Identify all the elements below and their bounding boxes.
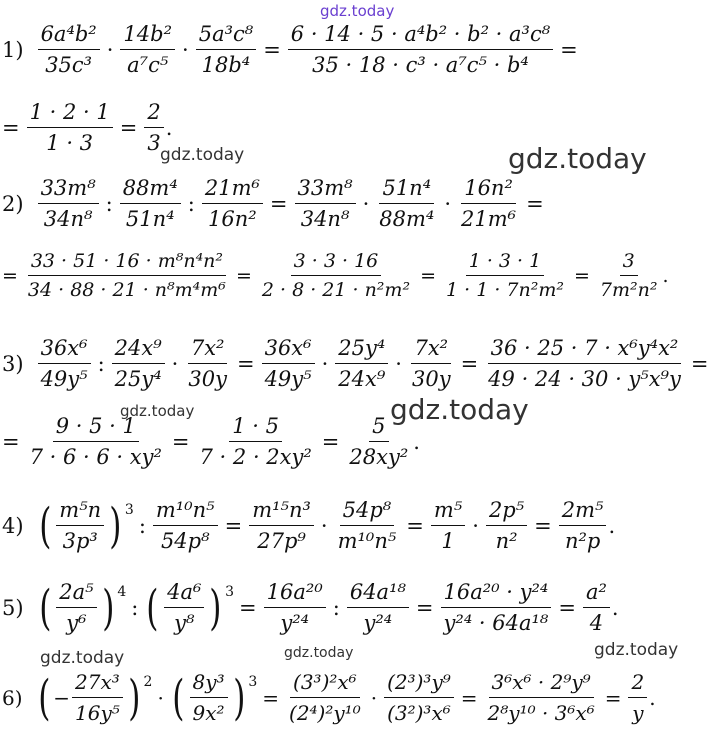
numerator: 54p⁸ xyxy=(340,498,395,526)
denominator: 49y⁵ xyxy=(40,367,88,391)
numerator: 33m⁸ xyxy=(295,176,356,204)
numerator: 3⁶x⁶ · 2⁹y⁹ xyxy=(489,670,594,698)
fraction xyxy=(164,580,204,635)
numerator: 5a³c⁸ xyxy=(196,22,256,50)
numerator: (3³)²x⁶ xyxy=(290,670,360,698)
denominator: 21m⁶ xyxy=(461,207,517,231)
problem-number: 5) xyxy=(2,595,24,620)
denominator: 24x⁹ xyxy=(338,367,386,391)
denominator: 35c³ xyxy=(45,53,93,77)
numerator: 2 xyxy=(628,670,647,698)
fraction xyxy=(441,580,552,635)
fraction xyxy=(431,498,465,553)
denominator: 4 xyxy=(589,611,604,635)
denominator: a⁷c⁵ xyxy=(127,53,169,77)
fraction xyxy=(486,498,527,553)
denominator: 18b⁴ xyxy=(201,53,251,77)
denominator: n² xyxy=(495,529,518,553)
numerator: 6a⁴b² xyxy=(38,22,100,50)
fraction xyxy=(264,580,326,635)
denominator: y²⁴ · 64a¹⁸ xyxy=(443,611,549,635)
fraction xyxy=(190,670,228,725)
numerator: 2p⁵ xyxy=(486,498,527,526)
denominator: 34n⁸ xyxy=(43,207,93,231)
denominator: 51n⁴ xyxy=(125,207,175,231)
fraction xyxy=(153,498,218,553)
problem-number: 2) xyxy=(2,191,24,216)
numerator: 16a²⁰ xyxy=(264,580,326,608)
denominator: (3²)³x⁶ xyxy=(387,701,451,725)
numerator: m⁵n xyxy=(56,498,104,526)
problem-1-line-2: = $\frac{1 \cdot 2 \cdot 1}{1 \cdot 3}$ = $\frac{2}{3}$ . xyxy=(2,100,173,155)
denominator: y⁸ xyxy=(174,611,195,635)
numerator: 33m⁸ xyxy=(38,176,99,204)
fraction xyxy=(335,336,388,391)
denominator: n²p xyxy=(564,529,601,553)
problem-2-line-1: 2) $\frac{\text{33m⁸}}{\text{34n⁸}}$ : $\frac{\text{88m⁴}}{\text{51n⁴}}$ : $\frac{\text{21m⁶}}{\text{16n²}}$ = $\frac{\text{33m⁸}}{\text{34n⁸}}$ · $\frac{\text{51n⁴}}{\text{88m⁴}}$ · $\frac{\text{16n²}}{\text{21m⁶}}$ = xyxy=(2,176,544,231)
fraction xyxy=(72,670,123,725)
numerator: 2 xyxy=(144,100,163,128)
denominator: 1 · 1 · 7n²m² xyxy=(445,279,564,301)
fraction xyxy=(120,22,175,77)
denominator: 7 · 2 · 2xy² xyxy=(199,445,312,469)
fraction xyxy=(384,670,454,725)
numerator: 25y⁴ xyxy=(335,336,388,364)
denominator: 25y⁴ xyxy=(114,367,162,391)
fraction xyxy=(56,498,104,553)
fraction xyxy=(347,580,409,635)
denominator: 1 · 3 xyxy=(46,131,94,155)
numerator: (2³)³y⁹ xyxy=(384,670,454,698)
numerator: 88m⁴ xyxy=(120,176,181,204)
numerator: 1 · 3 · 1 xyxy=(466,250,545,276)
numerator: m⁵ xyxy=(431,498,465,526)
denominator: 34n⁸ xyxy=(300,207,350,231)
numerator: 1 · 5 xyxy=(229,414,282,442)
numerator: 51n⁴ xyxy=(379,176,434,204)
fraction xyxy=(112,336,165,391)
numerator: 36 · 25 · 7 · x⁶y⁴x² xyxy=(488,336,682,364)
problem-3-line-1: 3) $\frac{\text{36x⁶}}{\text{49y⁵}}$ : $\frac{\text{24x⁹}}{\text{25y⁴}}$ · $\frac{\text{7x²}}{30y}$ = $\frac{\text{36x⁶}}{\text{49y⁵}}$ · $\frac{\text{25y⁴}}{\text{24x⁹}}$ · $\frac{\text{7x²}}{30y}$ = $\frac{\text{36 · 25 · 7 · x⁶y⁴x²}}{\text{49 · 24 · 30 · y⁵x⁹y}}$ = xyxy=(2,336,709,391)
fraction xyxy=(295,176,356,231)
fraction xyxy=(202,176,263,231)
problem-number: 4) xyxy=(2,513,24,538)
problem-4-line: 4) ( $\frac{\text{m⁵n}}{\text{3p³}}$ ) 3 : $\frac{\text{m¹⁰n⁵}}{\text{54p⁸}}$ = $\frac{\text{m¹⁵n³}}{\text{27p⁹}}$ · $\frac{\text{54p⁸}}{\text{m¹⁰n⁵}}$ = $\frac{\text{m⁵}}{1}$ · $\frac{\text{2p⁵}}{\text{n²}}$ = $\frac{\text{2m⁵}}{\text{n²p}}$ . xyxy=(2,497,616,554)
problem-number: 3) xyxy=(2,351,24,376)
fraction xyxy=(249,498,314,553)
numerator: 8y³ xyxy=(190,670,228,698)
fraction xyxy=(288,22,553,77)
denominator: y²⁴ xyxy=(363,611,393,635)
fraction xyxy=(262,336,315,391)
watermark: gdz.today xyxy=(594,640,679,660)
numerator: 3 · 3 · 16 xyxy=(291,250,382,276)
problem-2-line-2: = $\frac{\text{33 · 51 · 16 · m⁸n⁴n²}}{\text{34 · 88 · 21 · n⁸m⁴m⁶}}$ = $\frac{3 \cdot 3 \cdot 16}{\text{2 · 8 · 21 · n²m²}}$ = $\frac{1 \cdot 3 \cdot 1}{\text{1 · 1 · 7n²m²}}$ = $\frac{3}{\text{7m²n²}}$ . xyxy=(2,250,669,301)
fraction xyxy=(458,176,519,231)
fraction xyxy=(443,250,567,301)
numerator: 24x⁹ xyxy=(112,336,165,364)
numerator: 4a⁶ xyxy=(164,580,204,608)
exponent: 3 xyxy=(225,584,235,600)
watermark: gdz.today xyxy=(120,402,195,420)
problem-number: 6) xyxy=(2,685,23,710)
fraction xyxy=(38,22,100,77)
denominator: 35 · 18 · c³ · a⁷c⁵ · b⁴ xyxy=(312,53,529,77)
fraction xyxy=(346,414,411,469)
denominator: 3 xyxy=(147,131,161,155)
exponent: 3 xyxy=(124,502,134,518)
numerator: 33 · 51 · 16 · m⁸n⁴n² xyxy=(28,250,226,276)
numerator: m¹⁵n³ xyxy=(249,498,314,526)
denominator: 3p³ xyxy=(62,529,98,553)
fraction xyxy=(259,250,413,301)
numerator: 16n² xyxy=(461,176,516,204)
denominator: 9x² xyxy=(192,701,225,725)
denominator: 16y⁵ xyxy=(75,701,120,725)
numerator: a² xyxy=(583,580,610,608)
fraction xyxy=(628,670,647,725)
denominator: 30y xyxy=(188,367,227,391)
denominator: 88m⁴ xyxy=(379,207,435,231)
problem-1-line-1: 1) $\frac{\text{6a⁴b²}}{\text{35c³}}$ · $\frac{\text{14b²}}{\text{a⁷c⁵}}$ · $\frac{\text{5a³c⁸}}{\text{18b⁴}}$ = $\frac{\text{6 · 14 · 5 · a⁴b² · b² · a³c⁸}}{\text{35 · 18 · c³ · a⁷c⁵ · b⁴}}$ = xyxy=(2,22,578,77)
exponent: 2 xyxy=(143,674,153,690)
fraction xyxy=(144,100,163,155)
watermark-top: gdz.today xyxy=(320,2,395,20)
denominator: y²⁴ xyxy=(280,611,310,635)
fraction xyxy=(38,336,91,391)
fraction xyxy=(376,176,437,231)
problem-5-line: 5) ( $\frac{\text{2a⁵}}{\text{y⁶}}$ ) 4 : ( $\frac{\text{4a⁶}}{\text{y⁸}}$ ) 3 = $\frac{\text{16a²⁰}}{\text{y²⁴}}$ : $\frac{\text{64a¹⁸}}{\text{y²⁴}}$ = $\frac{\text{16a²⁰ · y²⁴}}{\text{y²⁴ · 64a¹⁸}}$ = $\frac{\text{a²}}{4}$ . xyxy=(2,579,619,636)
fraction xyxy=(485,670,598,725)
numerator: 5 xyxy=(369,414,388,442)
exponent: 3 xyxy=(248,674,258,690)
problem-number: 1) xyxy=(2,37,24,62)
fraction xyxy=(38,176,99,231)
problem-3-line-2: = $\frac{9 \cdot 5 \cdot 1}{\text{7 · 6 · 6 · xy²}}$ = $\frac{1 \cdot 5}{\text{7 · 2 · 2xy²}}$ = $\frac{5}{\text{28xy²}}$ . xyxy=(2,414,420,469)
watermark: gdz.today xyxy=(508,142,647,175)
denominator: m¹⁰n⁵ xyxy=(337,529,397,553)
numerator: m¹⁰n⁵ xyxy=(153,498,218,526)
watermark: gdz.today xyxy=(160,145,245,165)
numerator: 64a¹⁸ xyxy=(347,580,409,608)
denominator: 30y xyxy=(411,367,451,391)
exponent: 4 xyxy=(117,584,127,600)
numerator: 36x⁶ xyxy=(262,336,315,364)
numerator: 7x² xyxy=(411,336,451,364)
fraction xyxy=(25,250,229,301)
fraction xyxy=(56,580,96,635)
denominator: y⁶ xyxy=(66,611,87,635)
denominator: 7m²n² xyxy=(599,279,658,301)
numerator: 14b² xyxy=(120,22,175,50)
watermark: gdz.today xyxy=(284,645,354,661)
numerator: 36x⁶ xyxy=(38,336,91,364)
denominator: y xyxy=(632,701,644,725)
denominator: 28xy² xyxy=(349,445,409,469)
fraction xyxy=(286,670,364,725)
fraction xyxy=(409,336,454,391)
fraction xyxy=(485,336,684,391)
denominator: 27p⁹ xyxy=(257,529,306,553)
fraction xyxy=(583,580,610,635)
numerator: 21m⁶ xyxy=(202,176,263,204)
numerator: 2m⁵ xyxy=(559,498,607,526)
numerator: 3 xyxy=(620,250,638,276)
fraction xyxy=(185,336,230,391)
numerator: 16a²⁰ · y²⁴ xyxy=(441,580,552,608)
numerator: 2a⁵ xyxy=(56,580,96,608)
fraction xyxy=(27,414,165,469)
problem-6-line: 6) ( − $\frac{\text{27x³}}{\text{16y⁵}}$ ) 2 · ( $\frac{\text{8y³}}{\text{9x²}}$ ) 3 = $\frac{\text{(3³)²x⁶}}{\text{(2⁴)²y¹⁰}}$ · $\frac{\text{(2³)³y⁹}}{\text{(3²)³x⁶}}$ = $\frac{\text{3⁶x⁶ · 2⁹y⁹}}{\text{2⁸y¹⁰ · 3⁶x⁶}}$ = $\frac{2}{y}$ . xyxy=(2,669,656,726)
denominator: 16n² xyxy=(208,207,257,231)
fraction xyxy=(196,22,256,77)
numerator: 6 · 14 · 5 · a⁴b² · b² · a³c⁸ xyxy=(288,22,553,50)
watermark: gdz.today xyxy=(40,648,125,668)
fraction xyxy=(120,176,181,231)
numerator: 27x³ xyxy=(72,670,123,698)
denominator: (2⁴)²y¹⁰ xyxy=(289,701,361,725)
denominator: 34 · 88 · 21 · n⁸m⁴m⁶ xyxy=(27,279,226,301)
fraction xyxy=(559,498,607,553)
fraction xyxy=(335,498,400,553)
denominator: 7 · 6 · 6 · xy² xyxy=(29,445,162,469)
denominator: 54p⁸ xyxy=(160,529,210,553)
denominator: 49 · 24 · 30 · y⁵x⁹y xyxy=(488,367,681,391)
denominator: 1 xyxy=(441,529,455,553)
denominator: 2⁸y¹⁰ · 3⁶x⁶ xyxy=(487,701,595,725)
fraction xyxy=(27,100,113,155)
denominator: 49y⁵ xyxy=(264,367,312,391)
fraction xyxy=(197,414,315,469)
watermark: gdz.today xyxy=(390,393,529,426)
fraction xyxy=(597,250,661,301)
numerator: 1 · 2 · 1 xyxy=(27,100,113,128)
numerator: 7x² xyxy=(188,336,228,364)
numerator: 9 · 5 · 1 xyxy=(53,414,139,442)
denominator: 2 · 8 · 21 · n²m² xyxy=(261,279,411,301)
